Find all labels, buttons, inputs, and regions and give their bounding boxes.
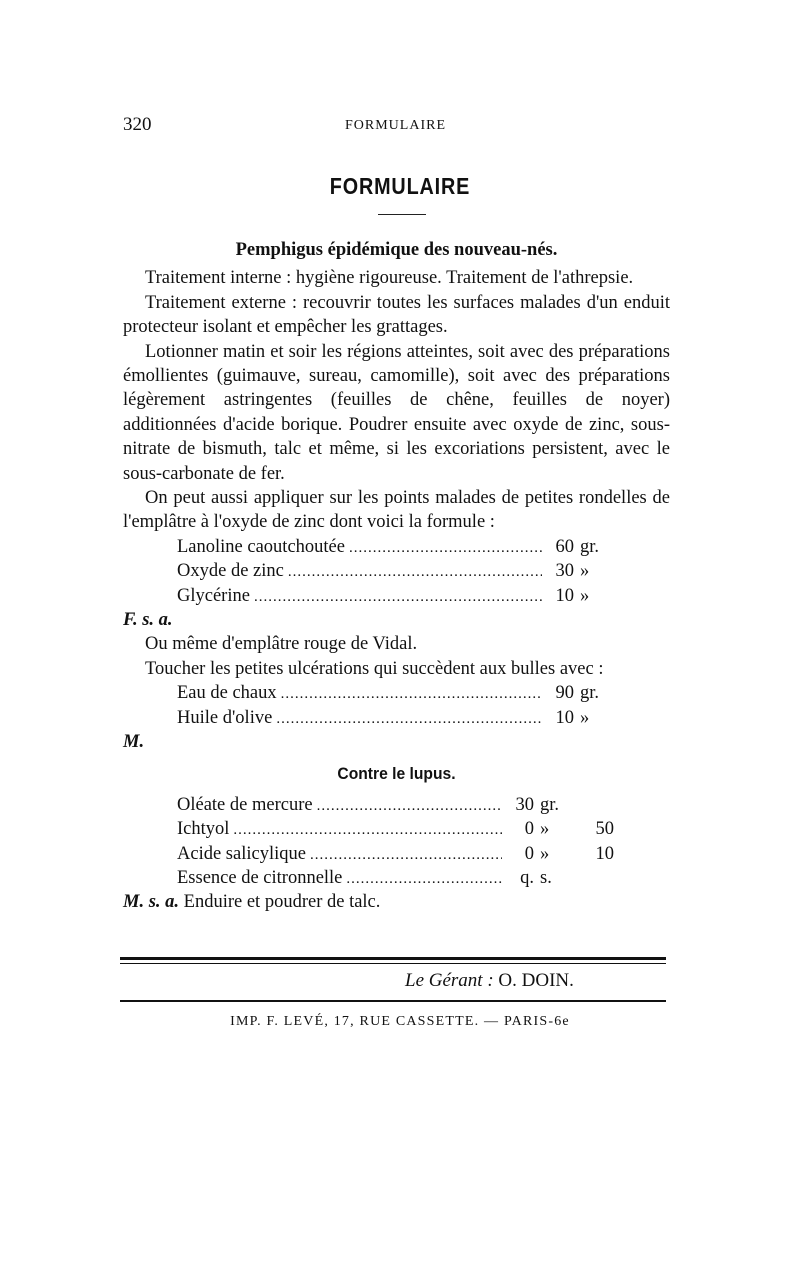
footer-double-rule bbox=[120, 957, 666, 960]
ingredient-name: Oxyde de zinc bbox=[177, 561, 284, 582]
ingredient-name: Oléate de mercure bbox=[177, 794, 313, 815]
recipe-line bbox=[177, 535, 614, 559]
section-heading: Pemphigus épidémique des nouveau-nés. bbox=[235, 240, 558, 260]
ingredient-name: Glycérine bbox=[177, 585, 250, 606]
ingredient-unit: » bbox=[540, 819, 550, 840]
section-heading-lupus: Contre le lupus. bbox=[337, 764, 456, 784]
ingredient-unit: » bbox=[540, 843, 550, 864]
recipe-line bbox=[177, 559, 614, 583]
recipe-line bbox=[177, 706, 614, 730]
recipe-lime-water bbox=[177, 681, 614, 730]
ingredient-name: Lanoline caoutchoutée bbox=[177, 536, 345, 557]
ingredient-qty: 60 bbox=[555, 536, 574, 557]
page-title: FORMULAIRE bbox=[329, 173, 471, 199]
paragraph: Traitement interne : hygiène rigoureuse. Traitement de l'athrepsie. bbox=[145, 268, 634, 289]
title-rule bbox=[378, 214, 426, 215]
recipe-abbreviation: F. s. a. bbox=[123, 610, 173, 631]
recipe-line bbox=[177, 842, 614, 866]
imprint-rule bbox=[120, 1000, 666, 1002]
recipe-line bbox=[177, 817, 614, 841]
paragraph: Toucher les petites ulcérations qui succèdent aux bulles avec : bbox=[145, 658, 604, 679]
ingredient-qty: 90 bbox=[555, 683, 574, 704]
leader-dots bbox=[346, 867, 502, 891]
recipe-zinc-plaster bbox=[177, 535, 614, 608]
paragraph: On peut aussi appliquer sur les points malades de petites rondelles de l'emplâtre à l'oxyde de zinc dont voici la formule : bbox=[123, 488, 670, 533]
ingredient-fraction: 50 bbox=[595, 819, 614, 840]
gerant-label: Le Gérant : bbox=[405, 970, 494, 991]
ingredient-name: Huile d'olive bbox=[177, 707, 273, 728]
ingredient-name: Ichtyol bbox=[177, 819, 230, 840]
lupus-instruction bbox=[123, 890, 670, 914]
ingredient-qty: 10 bbox=[555, 585, 574, 606]
ingredient-qty: 0 bbox=[524, 819, 534, 840]
recipe-abbreviation: M. s. a. bbox=[123, 892, 180, 913]
running-header bbox=[123, 114, 668, 138]
leader-dots bbox=[349, 536, 542, 560]
leader-dots bbox=[288, 560, 542, 584]
section-pemphigus bbox=[123, 238, 670, 915]
ingredient-unit: gr. bbox=[540, 794, 560, 815]
page-number: 320 bbox=[123, 114, 152, 135]
ingredient-qty: 30 bbox=[555, 561, 574, 582]
recipe-line bbox=[177, 681, 614, 705]
ingredient-unit: » bbox=[580, 585, 590, 606]
leader-dots bbox=[233, 818, 502, 842]
ingredient-qty: q. bbox=[520, 868, 534, 889]
running-title: FORMULAIRE bbox=[344, 118, 446, 133]
recipe-line bbox=[177, 866, 614, 890]
paragraph: Lotionner matin et soir les régions atteintes, soit avec des préparations émollientes (guimauve, sureau, camomille), soit avec des préparations légèrement astringentes (feuilles de chêne, feuilles de noyer) additionnées d'acide borique. Poudrer ensuite avec oxyde de zinc, sous-nitrate de bismuth, talc et même, si les excoriations persistent, avec le sous-carbonate de fer. bbox=[123, 341, 670, 484]
gerant-signature-line bbox=[405, 970, 574, 992]
paragraph: Ou même d'emplâtre rouge de Vidal. bbox=[145, 634, 418, 655]
ingredient-name: Eau de chaux bbox=[177, 683, 277, 704]
ingredient-unit: » bbox=[580, 707, 590, 728]
leader-dots bbox=[317, 794, 502, 818]
ingredient-unit: gr. bbox=[580, 683, 600, 704]
instruction-text: Enduire et poudrer de talc. bbox=[183, 892, 381, 913]
printer-imprint: IMP. F. LEVÉ, 17, RUE CASSETTE. — PARIS-6e bbox=[230, 1014, 570, 1029]
recipe-line bbox=[177, 793, 614, 817]
leader-dots bbox=[254, 585, 542, 609]
recipe-lupus bbox=[177, 793, 614, 891]
leader-dots bbox=[276, 707, 542, 731]
footer-rule-thin bbox=[120, 963, 666, 964]
ingredient-qty: 0 bbox=[524, 843, 534, 864]
ingredient-name: Acide salicylique bbox=[177, 843, 306, 864]
ingredient-fraction: 10 bbox=[595, 843, 614, 864]
recipe-line bbox=[177, 584, 614, 608]
ingredient-unit: s. bbox=[540, 868, 552, 889]
ingredient-unit: » bbox=[580, 561, 590, 582]
ingredient-unit: gr. bbox=[580, 536, 600, 557]
ingredient-qty: 30 bbox=[515, 794, 534, 815]
ingredient-name: Essence de citronnelle bbox=[177, 868, 343, 889]
ingredient-qty: 10 bbox=[555, 707, 574, 728]
paragraph: Traitement externe : recouvrir toutes les surfaces malades d'un enduit protecteur isolant et empêcher les grattages. bbox=[123, 292, 670, 338]
leader-dots bbox=[281, 682, 542, 706]
recipe-abbreviation: M. bbox=[123, 732, 145, 753]
leader-dots bbox=[310, 843, 502, 867]
gerant-name: O. DOIN. bbox=[498, 970, 574, 991]
